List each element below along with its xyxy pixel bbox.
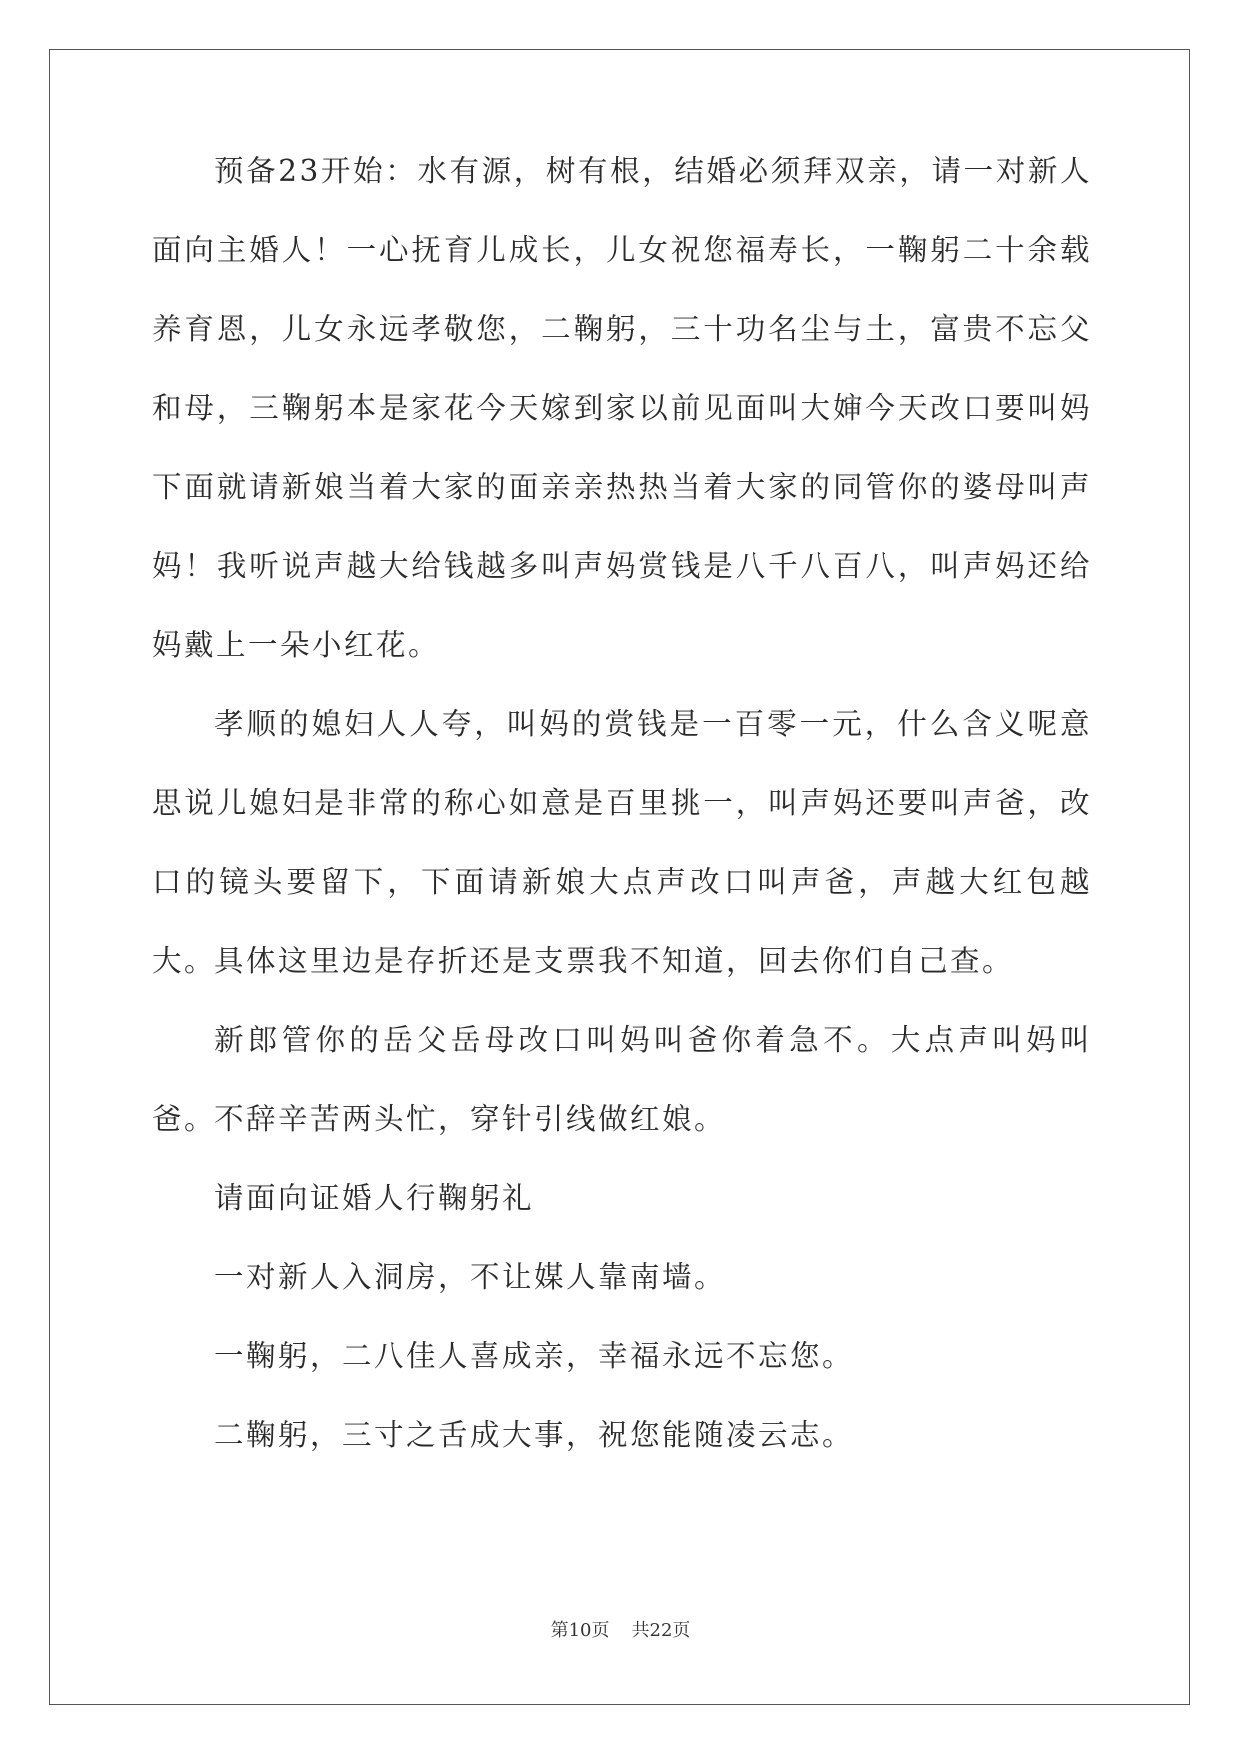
paragraph: 二鞠躬，三寸之舌成大事，祝您能随凌云志。 <box>214 1418 855 1452</box>
paragraph: 预备23开始：水有源，树有根，结婚必须拜双亲，请一对新人面向主婚人！一心抚育儿成长，儿女祝您福寿长，一鞠躬二十余载养育恩，儿女永远孝敬您，二鞠躬，三十功名尘与土，富贵不忘父和母，三鞠躬本是家花今天嫁到家以前见面叫大婶今天改口要叫妈下面就请新娘当着大家的面亲亲热热当着大家的同管你的婆母叫声妈！我听说声越大给钱越多叫声妈赏钱是八千八百八，叫声妈还给妈戴上一朵小红花。 <box>152 154 1092 662</box>
paragraph: 不辞辛苦两头忙，穿针引线做红娘。 <box>214 1102 727 1136</box>
paragraph: 一鞠躬，二八佳人喜成亲，幸福永远不忘您。 <box>214 1339 855 1373</box>
paragraph: 一对新人入洞房，不让媒人靠南墙。 <box>214 1260 727 1294</box>
page-number: 第10页 <box>550 1620 610 1641</box>
paragraph: 新郎管你的岳父岳母改口叫妈叫爸你着急不。大点声叫妈叫爸。 <box>152 1023 1092 1136</box>
page-total: 共22页 <box>631 1620 691 1641</box>
paragraph: 请面向证婚人行鞠躬礼 <box>214 1181 535 1215</box>
paragraph: 具体这里边是存折还是支票我不知道，回去你们自己查。 <box>214 944 1015 978</box>
paragraph: 孝顺的媳妇人人夸，叫妈的赏钱是一百零一元，什么含义呢意思说儿媳妇是非常的称心如意是百里挑一，叫声妈还要叫声爸，改口的镜头要留下，下面请新娘大点声改口叫声爸，声越大红包越大。 <box>152 707 1092 978</box>
page-footer <box>0 1616 1241 1642</box>
